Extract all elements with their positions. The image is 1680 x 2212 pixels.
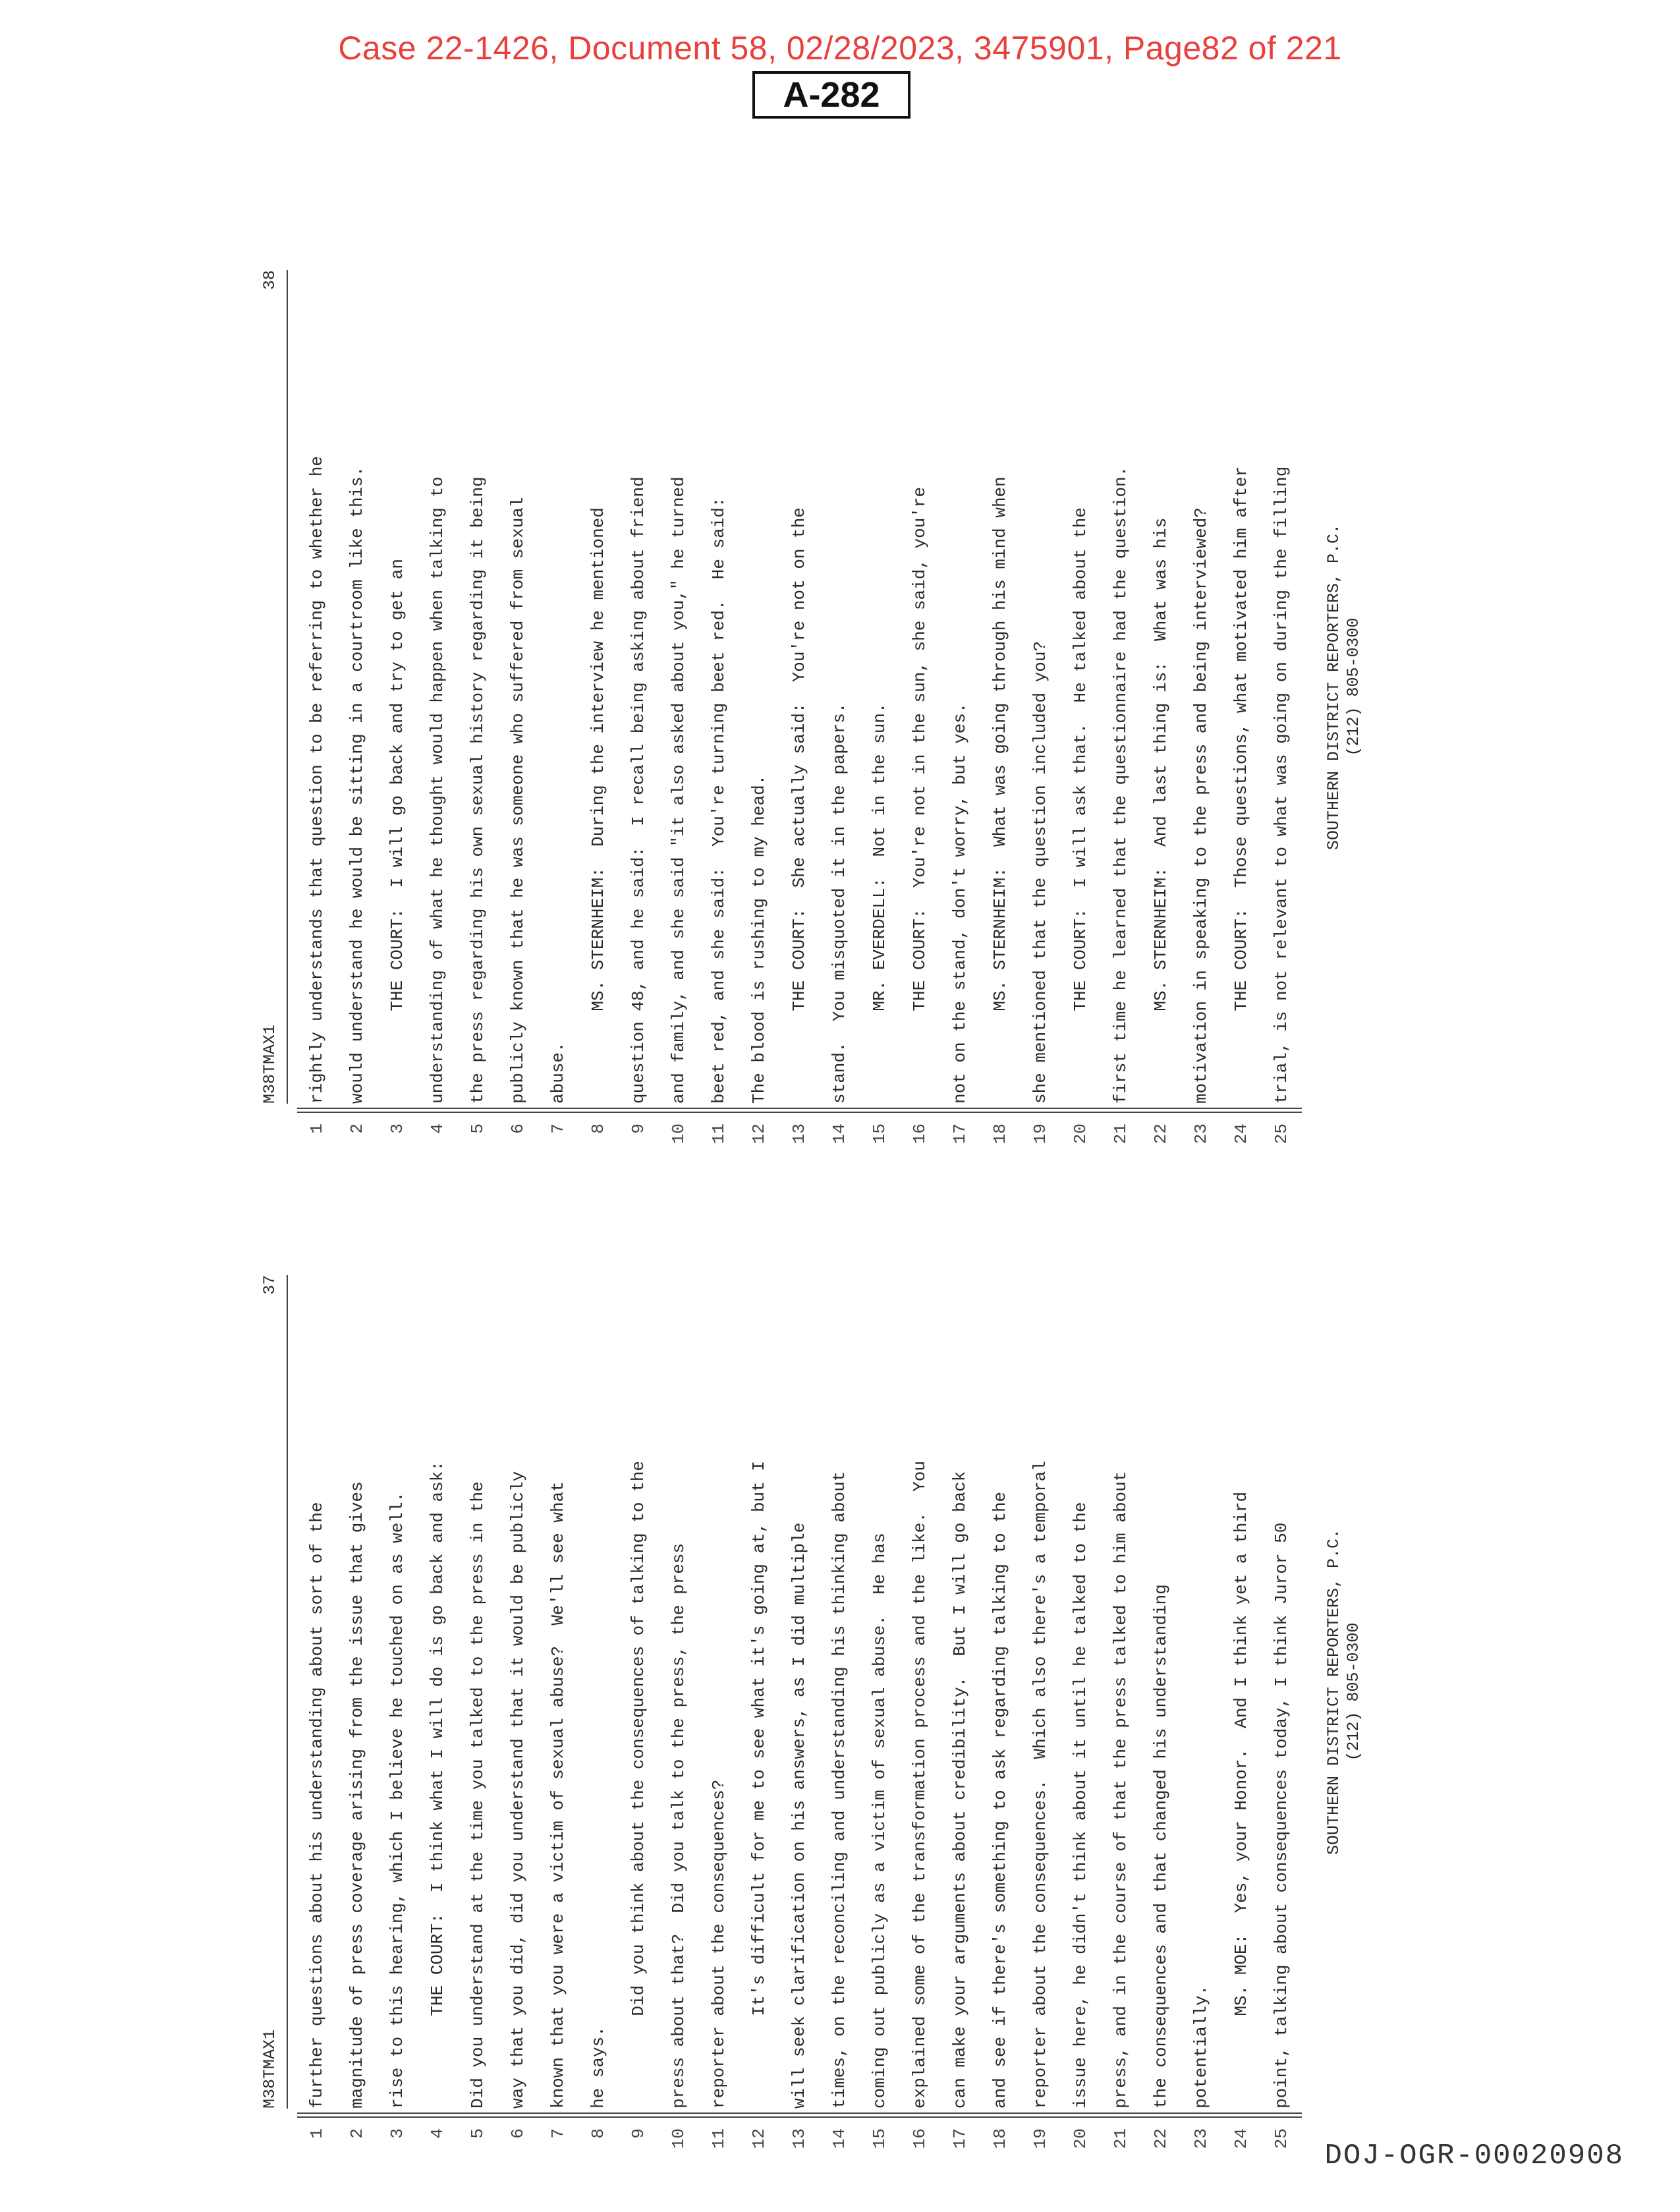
- line-number: 4: [428, 2128, 447, 2139]
- transcript-line: [1221, 1275, 1262, 2149]
- line-text: stand. You misquoted it in the papers.: [829, 702, 849, 1104]
- footer-phone: (212) 805-0300: [1344, 1622, 1363, 1761]
- transcript-line: [1221, 270, 1262, 1145]
- transcript-line: [418, 1275, 458, 2139]
- line-number: 6: [508, 2128, 528, 2139]
- line-text: beet red, and she said: You're turning beet red. He said:: [709, 497, 729, 1104]
- top-rule: [287, 270, 288, 1104]
- line-text: It's difficult for me to see what it's going at, but I: [749, 1461, 769, 2109]
- line-text: rightly understands that question to be referring to whether he: [307, 456, 327, 1104]
- line-number: 6: [508, 1123, 528, 1134]
- line-number: 5: [468, 1123, 488, 1134]
- line-text: the consequences and that changed his understanding: [1151, 1584, 1171, 2109]
- line-text: known that you were a victim of sexual abuse? We'll see what: [548, 1481, 568, 2109]
- page-footer: [1324, 270, 1364, 1104]
- line-text: he says.: [588, 2026, 608, 2109]
- transcript-line: [1021, 1275, 1061, 2149]
- line-number: 11: [709, 1123, 729, 1145]
- transcript-line: [659, 270, 699, 1145]
- line-number: 9: [629, 1123, 648, 1134]
- line-number: 1: [307, 2128, 327, 2139]
- line-text: MS. STERNHEIM: What was going through his mind when: [990, 476, 1010, 1104]
- transcript-line: [820, 1275, 860, 2149]
- line-text: issue here, he didn't think about it until he talked to the: [1071, 1502, 1090, 2109]
- line-number: 4: [428, 1123, 447, 1134]
- transcript-line: [699, 1275, 739, 2149]
- line-text: and see if there's something to ask regarding talking to the: [990, 1491, 1010, 2109]
- line-text: rise to this hearing, which I believe he touched on as well.: [387, 1491, 407, 2109]
- transcript-line: [1181, 1275, 1221, 2149]
- line-text: reporter about the consequences?: [709, 1779, 729, 2109]
- line-number: 8: [588, 1123, 608, 1134]
- transcript-line: [458, 1275, 498, 2139]
- line-number: 15: [870, 1123, 889, 1145]
- line-number: 7: [548, 1123, 568, 1134]
- line-number: 11: [709, 2128, 729, 2149]
- line-text: MS. MOE: Yes, your Honor. And I think yet a third: [1231, 1491, 1251, 2109]
- line-text: motivation in speaking to the press and being interviewed?: [1191, 507, 1211, 1104]
- case-header: Case 22-1426, Document 58, 02/28/2023, 3475901, Page82 of 221: [338, 30, 1342, 67]
- line-text: further questions about his understanding about sort of the: [307, 1502, 327, 2109]
- transcript-line: [1262, 270, 1302, 1145]
- transcript-lines: [297, 1275, 1302, 2149]
- line-text: THE COURT: Those questions, what motivated him after: [1231, 466, 1251, 1104]
- line-text: she mentioned that the question included you?: [1030, 640, 1050, 1104]
- transcript-line: [1061, 1275, 1101, 2149]
- line-number: 25: [1272, 1123, 1291, 1145]
- line-text: coming out publicly as a victim of sexual abuse. He has: [870, 1533, 889, 2109]
- transcript-line: [337, 270, 378, 1134]
- transcript-line: [1141, 270, 1181, 1145]
- line-number: 10: [669, 1123, 688, 1145]
- line-number: 14: [829, 2128, 849, 2149]
- bates-number: DOJ-OGR-00020908: [1324, 2140, 1624, 2172]
- line-text: explained some of the transformation process and the like. You: [910, 1461, 930, 2109]
- transcript-line: [538, 270, 578, 1134]
- line-text: MS. STERNHEIM: And last thing is: What was his: [1151, 517, 1171, 1104]
- line-number: 22: [1151, 2128, 1171, 2149]
- line-number: 23: [1191, 1123, 1211, 1145]
- page-footer: [1324, 1275, 1364, 2109]
- exhibit-label: A-282: [752, 71, 910, 119]
- transcript-line: [900, 1275, 940, 2149]
- line-number: 24: [1231, 1123, 1251, 1145]
- line-number: 17: [950, 1123, 970, 1145]
- transcript-line: [378, 270, 418, 1134]
- transcript-line: [820, 270, 860, 1145]
- transcript-line: [378, 1275, 418, 2139]
- transcript-line: [940, 270, 980, 1145]
- line-number: 14: [829, 1123, 849, 1145]
- line-number: 19: [1030, 2128, 1050, 2149]
- transcript-line: [1101, 1275, 1141, 2149]
- line-number: 16: [910, 2128, 930, 2149]
- line-number: 23: [1191, 2128, 1211, 2149]
- transcript-lines: [297, 270, 1302, 1145]
- transcript-line: [659, 1275, 699, 2149]
- line-text: understanding of what he thought would happen when talking to: [428, 476, 447, 1104]
- transcript-line: [538, 1275, 578, 2139]
- line-number: 24: [1231, 2128, 1251, 2149]
- line-text: reporter about the consequences. Which also there's a temporal: [1030, 1461, 1050, 2109]
- footer-phone: (212) 805-0300: [1344, 617, 1363, 756]
- line-number: 18: [990, 1123, 1010, 1145]
- transcript-line: [860, 270, 900, 1145]
- transcript-line: [1061, 270, 1101, 1145]
- transcript-line: [458, 270, 498, 1134]
- line-number: 20: [1071, 1123, 1090, 1145]
- line-number: 15: [870, 2128, 889, 2149]
- line-text: will seek clarification on his answers, as I did multiple: [789, 1522, 809, 2109]
- line-number: 17: [950, 2128, 970, 2149]
- transcript-page-38: [260, 270, 1367, 1145]
- line-number: 7: [548, 2128, 568, 2139]
- transcript-line: [619, 270, 659, 1134]
- line-text: publicly known that he was someone who suffered from sexual: [508, 497, 528, 1104]
- line-number: 13: [789, 1123, 809, 1145]
- transcript-line: [1181, 270, 1221, 1145]
- transcript-line: [980, 270, 1021, 1145]
- page-code: M38TMAX1: [260, 1024, 279, 1104]
- transcript-line: [779, 1275, 820, 2149]
- line-text: THE COURT: I think what I will do is go back and ask:: [428, 1461, 447, 2109]
- transcript-line: [739, 270, 779, 1145]
- transcript-line: [980, 1275, 1021, 2149]
- line-number: 5: [468, 2128, 488, 2139]
- transcript-line: [578, 1275, 619, 2139]
- line-text: MR. EVERDELL: Not in the sun.: [870, 702, 889, 1104]
- transcript-line: [619, 1275, 659, 2139]
- line-text: The blood is rushing to my head.: [749, 774, 769, 1104]
- transcript-line: [297, 1275, 337, 2139]
- transcript-line: [337, 1275, 378, 2139]
- line-text: way that you did, did you understand that it would be publicly: [508, 1471, 528, 2109]
- line-text: potentially.: [1191, 1985, 1211, 2109]
- line-text: magnitude of press coverage arising from the issue that gives: [347, 1481, 367, 2109]
- line-text: point, talking about consequences today, I think Juror 50: [1272, 1522, 1291, 2109]
- line-number: 19: [1030, 1123, 1050, 1145]
- line-number: 21: [1111, 1123, 1131, 1145]
- transcript-line: [739, 1275, 779, 2149]
- line-number: 12: [749, 2128, 769, 2149]
- line-text: THE COURT: You're not in the sun, she said, you're: [910, 486, 930, 1104]
- transcript-line: [297, 270, 337, 1134]
- line-text: press, and in the course of that the press talked to him about: [1111, 1471, 1131, 2109]
- line-text: question 48, and he said: I recall being asking about friend: [629, 476, 648, 1104]
- transcript-page-37: [260, 1275, 1367, 2149]
- page-number: 37: [260, 1275, 279, 1295]
- line-text: times, on the reconciling and understanding his thinking about: [829, 1471, 849, 2109]
- line-text: not on the stand, don't worry, but yes.: [950, 702, 970, 1104]
- transcript-line: [860, 1275, 900, 2149]
- line-text: the press regarding his own sexual history regarding it being: [468, 476, 488, 1104]
- line-number: 22: [1151, 1123, 1171, 1145]
- footer-company: SOUTHERN DISTRICT REPORTERS, P.C.: [1324, 1528, 1343, 1856]
- line-number: 2: [347, 1123, 367, 1134]
- transcript-line: [779, 270, 820, 1145]
- line-number: 16: [910, 1123, 930, 1145]
- line-number: 3: [387, 2128, 407, 2139]
- transcript-line: [940, 1275, 980, 2149]
- line-text: abuse.: [548, 1042, 568, 1104]
- line-text: first time he learned that the questionnaire had the question.: [1111, 466, 1131, 1104]
- line-number: 9: [629, 2128, 648, 2139]
- line-text: would understand he would be sitting in a courtroom like this.: [347, 466, 367, 1104]
- top-rule: [287, 1275, 288, 2109]
- transcript-line: [418, 270, 458, 1134]
- transcript-line: [699, 270, 739, 1145]
- line-number: 2: [347, 2128, 367, 2139]
- transcript-line: [900, 270, 940, 1145]
- transcript-line: [1141, 1275, 1181, 2149]
- line-number: 8: [588, 2128, 608, 2139]
- transcript-line: [498, 270, 538, 1134]
- line-number: 21: [1111, 2128, 1131, 2149]
- page-number: 38: [260, 270, 279, 291]
- transcript-line: [1262, 1275, 1302, 2149]
- line-number: 25: [1272, 2128, 1291, 2149]
- line-text: THE COURT: I will ask that. He talked about the: [1071, 507, 1090, 1104]
- line-text: trial, is not relevant to what was going on during the filling: [1272, 466, 1291, 1104]
- line-text: and family, and she said "it also asked about you," he turned: [669, 476, 688, 1104]
- line-number: 20: [1071, 2128, 1090, 2149]
- transcript-line: [578, 270, 619, 1134]
- page-code: M38TMAX1: [260, 2029, 279, 2109]
- transcript-line: [498, 1275, 538, 2139]
- line-text: Did you understand at the time you talked to the press in the: [468, 1481, 488, 2109]
- line-text: Did you think about the consequences of talking to the: [629, 1461, 648, 2109]
- line-number: 18: [990, 2128, 1010, 2149]
- line-text: can make your arguments about credibility. But I will go back: [950, 1471, 970, 2109]
- line-text: THE COURT: She actually said: You're not on the: [789, 507, 809, 1104]
- footer-company: SOUTHERN DISTRICT REPORTERS, P.C.: [1324, 523, 1343, 851]
- transcript-line: [1021, 270, 1061, 1145]
- line-text: press about that? Did you talk to the press, the press: [669, 1543, 688, 2109]
- transcript-line: [1101, 270, 1141, 1145]
- line-number: 12: [749, 1123, 769, 1145]
- line-text: MS. STERNHEIM: During the interview he mentioned: [588, 507, 608, 1104]
- line-number: 10: [669, 2128, 688, 2149]
- line-number: 1: [307, 1123, 327, 1134]
- line-number: 3: [387, 1123, 407, 1134]
- line-number: 13: [789, 2128, 809, 2149]
- line-text: THE COURT: I will go back and try to get an: [387, 559, 407, 1104]
